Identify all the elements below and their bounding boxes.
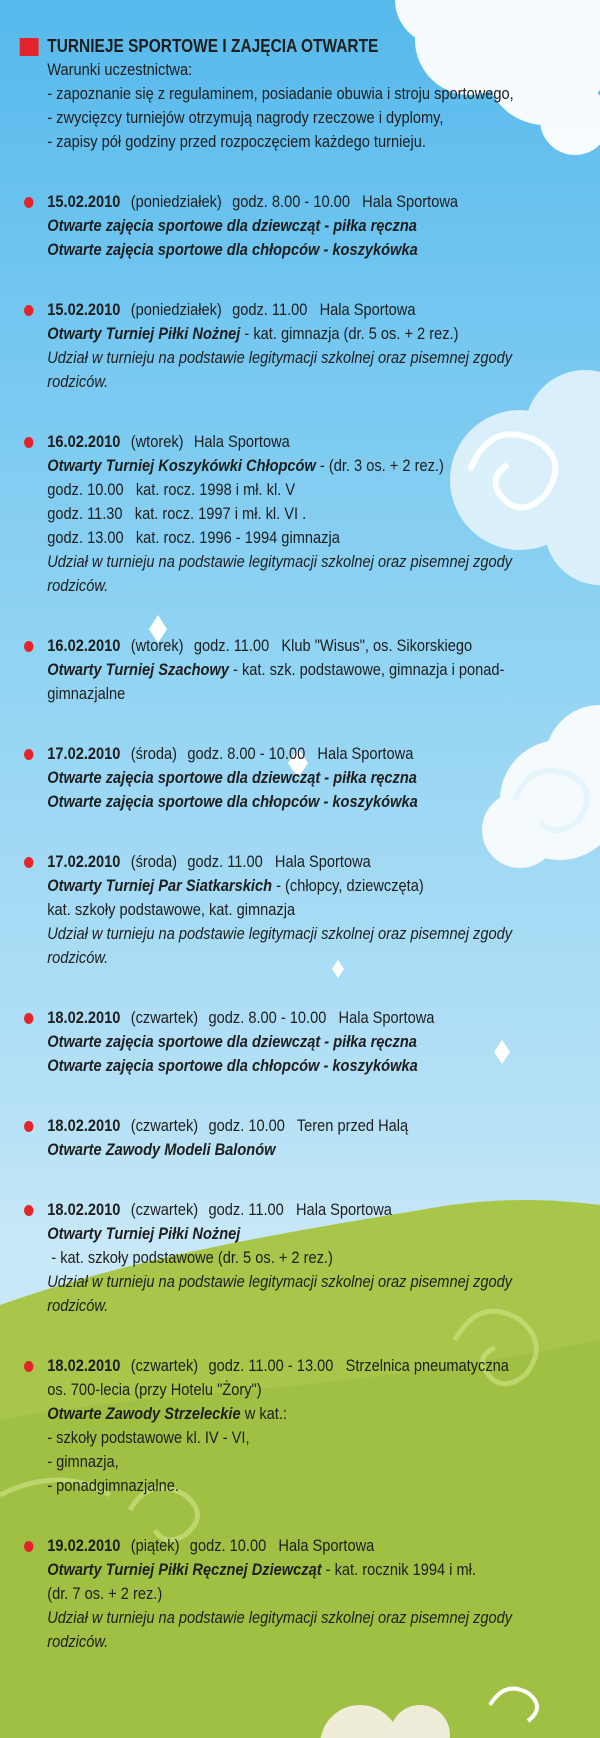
bullet-icon (24, 1121, 33, 1132)
entry-line (47, 1270, 515, 1294)
intro-line: - zapoznanie się z regulaminem, posiadanie obuwia i stroju sportowego, (47, 84, 514, 103)
event-details: w kat.: (240, 1404, 287, 1423)
entry-date: 16.02.2010 (47, 636, 121, 655)
intro-line: Warunki uczestnictwa: (47, 60, 193, 79)
entry-day: (czwartek) (130, 1200, 199, 1219)
event-details: - (dr. 3 os. + 2 rez.) (315, 456, 444, 475)
entry-header (47, 190, 515, 214)
event-details: godz. 10.00 kat. rocz. 1998 i mł. kl. V (47, 480, 296, 499)
entry-date: 18.02.2010 (47, 1200, 121, 1219)
event-note: rodziców. (47, 576, 109, 595)
entry-day: (poniedziałek) (130, 192, 222, 211)
entry-date: 18.02.2010 (47, 1008, 121, 1027)
entry-day: (poniedziałek) (130, 300, 222, 319)
schedule-entry (18, 298, 515, 394)
entry-line (47, 1054, 515, 1078)
event-details: os. 700-lecia (przy Hotelu "Żory") (47, 1380, 262, 1399)
entry-meta: godz. 11.00 Hala Sportowa (208, 1200, 392, 1219)
event-details: - kat. gimnazja (dr. 5 os. + 2 rez.) (240, 324, 459, 343)
entry-line (47, 874, 515, 898)
entry-line (47, 1222, 515, 1270)
schedule-entry (18, 634, 515, 706)
schedule-entry (18, 1006, 515, 1078)
entry-line (47, 214, 515, 238)
entry-header (47, 430, 515, 454)
event-name: Otwarty Turniej Piłki Ręcznej Dziewcząt (47, 1560, 322, 1579)
entry-date: 15.02.2010 (47, 192, 121, 211)
entry-line (47, 1474, 515, 1498)
event-name: Otwarty Turniej Szachowy (47, 660, 229, 679)
intro-line: - zapisy pół godziny przed rozpoczęciem każdego turnieju. (47, 132, 426, 151)
schedule-entry (18, 742, 515, 814)
content (18, 34, 515, 1654)
entry-line (47, 1426, 515, 1450)
schedule-entry (18, 430, 515, 598)
entry-day: (środa) (130, 852, 178, 871)
entry-meta: godz. 8.00 - 10.00 Hala Sportowa (208, 1008, 435, 1027)
bullet-icon (24, 749, 33, 760)
entry-day: (środa) (130, 744, 178, 763)
schedule-entry (18, 1114, 515, 1162)
schedule-entry (18, 850, 515, 970)
schedule-entry (18, 1354, 515, 1498)
entry-line (47, 1558, 515, 1582)
schedule-entry (18, 1534, 515, 1654)
event-name: Otwarte Zawody Strzeleckie (47, 1404, 241, 1423)
entry-line (47, 370, 515, 394)
schedule-list (18, 190, 515, 1654)
entry-date: 19.02.2010 (47, 1536, 121, 1555)
entry-line (47, 1606, 515, 1630)
event-name: Otwarte zajęcia sportowe dla chłopców - koszykówka (47, 792, 418, 811)
event-details: godz. 13.00 kat. rocz. 1996 - 1994 gimnazja (47, 528, 340, 547)
section-header (18, 34, 515, 58)
intro-line: - zwycięzcy turniejów otrzymują nagrody rzeczowe i dyplomy, (47, 108, 444, 127)
event-name: Otwarty Turniej Koszykówki Chłopców (47, 456, 316, 475)
entry-line (47, 946, 515, 970)
bullet-icon (24, 1541, 33, 1552)
event-details: - gimnazja, (47, 1452, 119, 1471)
event-note: Udział w turnieju na podstawie legitymacji szkolnej oraz pisemnej zgody (47, 1608, 513, 1627)
entry-day: (czwartek) (130, 1356, 199, 1375)
entry-meta: godz. 8.00 - 10.00 Hala Sportowa (187, 744, 414, 763)
entry-meta: godz. 11.00 Klub "Wisus", os. Sikorskiego (193, 636, 473, 655)
event-details: - kat. szk. podstawowe, gimnazja i ponad- (228, 660, 505, 679)
event-note: Udział w turnieju na podstawie legitymacji szkolnej oraz pisemnej zgody (47, 348, 513, 367)
entry-day: (wtorek) (130, 636, 184, 655)
bullet-icon (24, 1361, 33, 1372)
entry-line (47, 682, 515, 706)
entry-line (47, 322, 515, 346)
entry-line (47, 574, 515, 598)
page-title: TURNIEJE SPORTOWE I ZAJĘCIA OTWARTE (47, 36, 379, 56)
event-details: - ponadgimnazjalne. (47, 1476, 179, 1495)
event-details: - szkoły podstawowe kl. IV - VI, (47, 1428, 250, 1447)
entry-line (47, 1378, 515, 1402)
entry-meta: godz. 10.00 Teren przed Halą (208, 1116, 409, 1135)
entry-line (47, 1450, 515, 1474)
event-note: rodziców. (47, 1296, 109, 1315)
event-note: rodziców. (47, 948, 109, 967)
event-name: Otwarty Turniej Par Siatkarskich (47, 876, 273, 895)
event-name: Otwarte zajęcia sportowe dla chłopców - koszykówka (47, 1056, 418, 1075)
event-name: Otwarte zajęcia sportowe dla dziewcząt - piłka ręczna (47, 768, 417, 787)
event-note: rodziców. (47, 1632, 109, 1651)
event-name: Otwarte Zawody Modeli Balonów (47, 1140, 276, 1159)
event-details: - (chłopcy, dziewczęta) (272, 876, 424, 895)
entry-date: 17.02.2010 (47, 744, 121, 763)
entry-day: (czwartek) (130, 1116, 199, 1135)
event-name: Otwarte zajęcia sportowe dla dziewcząt - piłka ręczna (47, 216, 417, 235)
schedule-entry (18, 1198, 515, 1318)
entry-line (47, 1138, 515, 1162)
schedule-entry (18, 190, 515, 262)
event-details: (dr. 7 os. + 2 rez.) (47, 1584, 163, 1603)
event-name: Otwarte zajęcia sportowe dla dziewcząt - piłka ręczna (47, 1032, 417, 1051)
entry-header (47, 298, 515, 322)
entry-line (47, 478, 515, 502)
entry-meta: godz. 11.00 Hala Sportowa (232, 300, 416, 319)
entry-header (47, 742, 515, 766)
entry-day: (wtorek) (130, 432, 184, 451)
entry-line (47, 922, 515, 946)
event-details: godz. 11.30 kat. rocz. 1997 i mł. kl. VI . (47, 504, 307, 523)
event-name: Otwarty Turniej Piłki Nożnej (47, 1224, 241, 1243)
entry-header (47, 634, 515, 658)
event-details: kat. szkoły podstawowe, kat. gimnazja (47, 900, 296, 919)
entry-date: 17.02.2010 (47, 852, 121, 871)
bullet-icon (24, 1013, 33, 1024)
entry-line (47, 1030, 515, 1054)
entry-header (47, 1198, 515, 1222)
event-note: rodziców. (47, 372, 109, 391)
entry-header (47, 1006, 515, 1030)
bullet-icon (24, 437, 33, 448)
entry-day: (czwartek) (130, 1008, 199, 1027)
entry-line (47, 1294, 515, 1318)
bullet-icon (24, 641, 33, 652)
event-name: Otwarte zajęcia sportowe dla chłopców - koszykówka (47, 240, 418, 259)
event-name: Otwarty Turniej Piłki Nożnej (47, 324, 241, 343)
event-details: - kat. szkoły podstawowe (dr. 5 os. + 2 rez.) (47, 1248, 333, 1267)
entry-line (47, 1402, 515, 1426)
entry-header (47, 1354, 515, 1378)
bullet-icon (24, 197, 33, 208)
entry-line (47, 790, 515, 814)
entry-meta: godz. 11.00 Hala Sportowa (187, 852, 371, 871)
entry-line (47, 454, 515, 478)
event-note: Udział w turnieju na podstawie legitymacji szkolnej oraz pisemnej zgody (47, 924, 513, 943)
entry-meta: godz. 8.00 - 10.00 Hala Sportowa (232, 192, 459, 211)
entry-date: 18.02.2010 (47, 1356, 121, 1375)
entry-meta: godz. 11.00 - 13.00 Strzelnica pneumatyczna (208, 1356, 509, 1375)
entry-line (47, 658, 515, 682)
event-details: - kat. rocznik 1994 i mł. (321, 1560, 476, 1579)
entry-meta: godz. 10.00 Hala Sportowa (189, 1536, 375, 1555)
red-square-icon (20, 38, 39, 56)
entry-day: (piątek) (130, 1536, 180, 1555)
entry-date: 15.02.2010 (47, 300, 121, 319)
entry-line (47, 898, 515, 922)
bullet-icon (24, 305, 33, 316)
entry-meta: Hala Sportowa (193, 432, 290, 451)
entry-line (47, 1630, 515, 1654)
bullet-icon (24, 857, 33, 868)
entry-header (47, 1534, 515, 1558)
entry-header (47, 1114, 515, 1138)
entry-line (47, 526, 515, 550)
entry-line (47, 1582, 515, 1606)
event-note: Udział w turnieju na podstawie legitymacji szkolnej oraz pisemnej zgody (47, 552, 513, 571)
entry-line (47, 502, 515, 526)
entry-date: 18.02.2010 (47, 1116, 121, 1135)
event-note: Udział w turnieju na podstawie legitymacji szkolnej oraz pisemnej zgody (47, 1272, 513, 1291)
entry-line (47, 550, 515, 574)
entry-header (47, 850, 515, 874)
entry-line (47, 238, 515, 262)
entry-line (47, 766, 515, 790)
intro-block (18, 58, 515, 154)
entry-line (47, 346, 515, 370)
event-details: gimnazjalne (47, 684, 126, 703)
entry-date: 16.02.2010 (47, 432, 121, 451)
bullet-icon (24, 1205, 33, 1216)
